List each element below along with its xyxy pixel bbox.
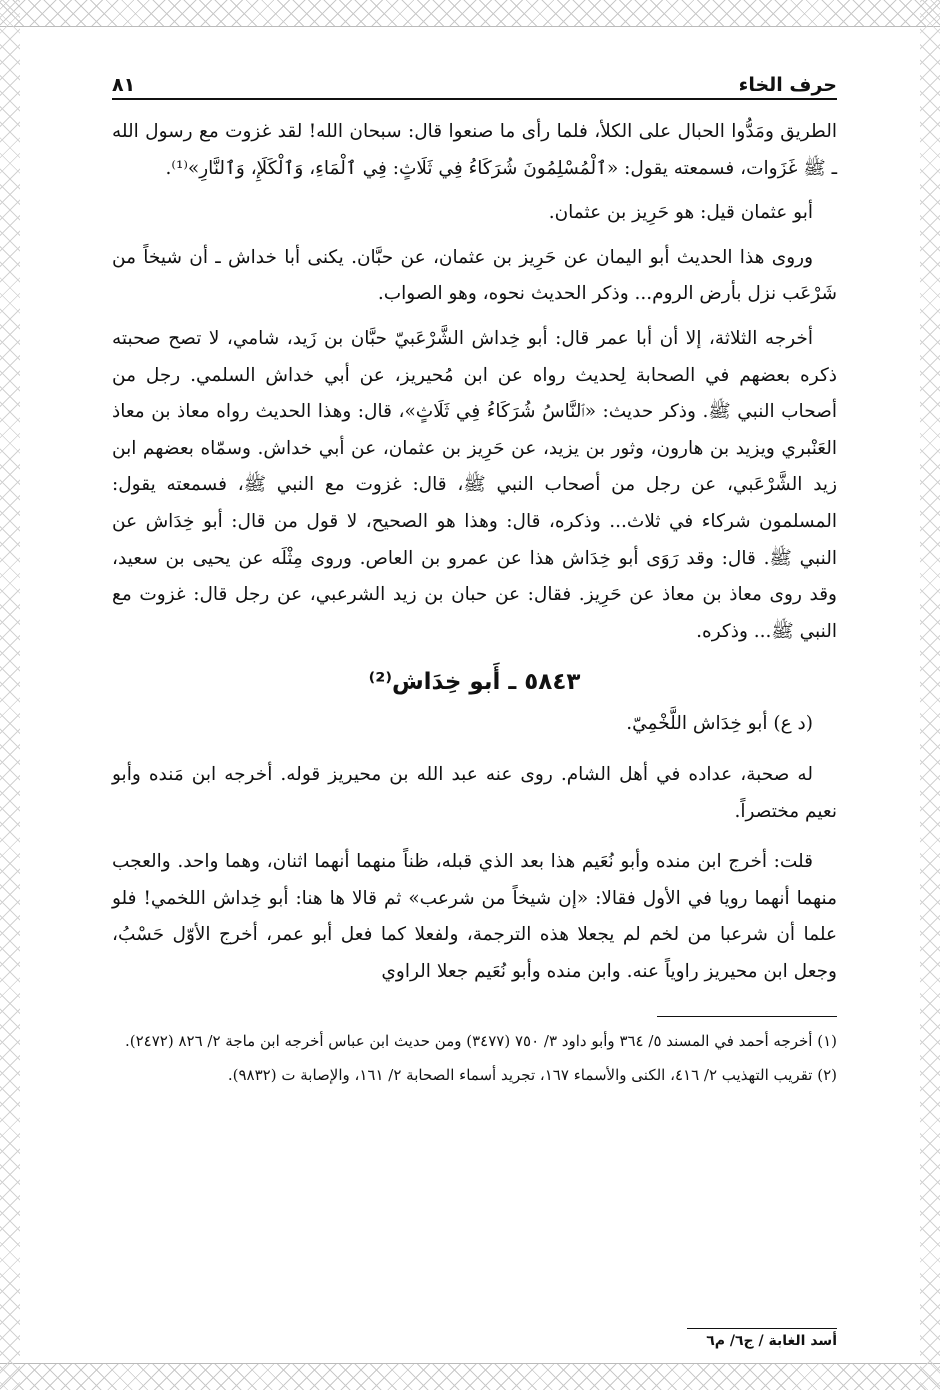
footnote-2: (٢) تقريب التهذيب ٢/ ٤١٦، الكنى والأسماء ١٦٧، تجريد أسماء الصحابة ٢/ ١٦١، والإصابة ت (٩٨٣٢). xyxy=(227,1066,837,1085)
page-header xyxy=(112,66,837,100)
page-number: ٨١ xyxy=(112,74,136,96)
footnote-divider xyxy=(657,1016,837,1017)
footnote-1: (١) أخرجه أحمد في المسند ٥/ ٣٦٤ وأبو داود ٣/ ٧٥٠ (٣٤٧٧) ومن حديث ابن عباس أخرجه ابن ماجة ٢/ ٨٢٦ (٢٤٧٢). xyxy=(124,1032,837,1051)
print-signature: أسد الغابة / ج٦/ م٦ xyxy=(687,1328,837,1349)
page-body xyxy=(112,114,837,990)
running-title: حرف الخاء xyxy=(738,74,837,96)
decorative-border-left xyxy=(0,0,20,1390)
footnotes xyxy=(112,1027,837,1089)
paragraph-narration: وروى هذا الحديث أبو اليمان عن حَرِيز بن عثمان، عن حبَّان. يكنى أبا خداش ـ أن شيخاً من شَرْعَب نزل بأرض الروم... وذكر الحديث نحوه، وهو الصواب. xyxy=(112,246,837,305)
entry-paragraph-commentary: قلت: أخرج ابن منده وأبو نُعَيم هذا بعد الذي قبله، ظناً منهما أنهما اثنان، وهما واحد. والعجب منهما أنهما رويا في الأول فقالا: «إن شيخاً من شرعب» ثم قالا ها هنا: أبو خِداش اللخمي! فلو علما أن شرعبا من لخم لم يجعلا هذه الترجمة، ولفعلا كما فعل أبو عمر، أخرج الأوّل حَسْبُ، وجعل ابن محيريز راوياً عنه. وابن منده وأبو نُعَيم جعلا الراوي xyxy=(112,851,837,982)
book-page xyxy=(112,66,837,1361)
decorative-border-right xyxy=(920,0,940,1390)
entry-paragraph-companion: له صحبة، عداده في أهل الشام. روى عنه عبد الله بن محيريز قوله. أخرجه ابن مَنده وأبو نعيم مختصراً. xyxy=(112,763,837,822)
paragraph-abu-uthman: أبو عثمان قيل: هو حَرِيز بن عثمان. xyxy=(548,202,813,224)
decorative-border-bottom xyxy=(0,1363,940,1390)
entry-designation: (د ع) أبو خِدَاش اللَّخْمِيّ. xyxy=(626,713,813,735)
paragraph-continuation: الطريق ومَدُّوا الحبال على الكلأ، فلما رأى ما صنعوا قال: سبحان الله! لقد غزوت مع رسول الله ـ ﷺ غَزَوات، فسمعته يقول: «ٱلْمُسْلِمُونَ شُرَكَاءُ فِي ثَلَاثٍ: فِي ٱلْمَاءِ، وَٱلْكَلَإِ، وَٱلنَّارِ»⁽¹⁾. xyxy=(112,121,837,179)
entry-heading: ٥٨٤٣ ـ أَبو خِدَاش⁽²⁾ xyxy=(368,669,581,696)
decorative-border-top xyxy=(0,0,940,27)
paragraph-takhrij: أخرجه الثلاثة، إلا أن أبا عمر قال: أبو خِداش الشَّرْعَبيّ حبَّان بن زَيد، شامي، لا تصح صحبته ذكره بعضهم في الصحابة لِحديث رواه عن ابن مُحيريز، عن أبي خداش السلمي. رجل من أصحاب النبي ﷺ. وذكر حديث: «ٱلنَّاسُ شُرَكَاءُ فِي ثَلَاثٍ»، قال: وهذا الحديث رواه معاذ بن معاذ العَنْبري ويزيد بن هارون، وثور بن يزيد، عن حَرِيز بن عثمان، عن أبي خداش. وسمّاه بعضهم ابن زيد الشَّرْعَبي، عن رجل من أصحاب النبي ﷺ، قال: غزوت مع النبي ﷺ، فسمعته يقول: المسلمون شركاء في ثلاث... وذكره، قال: وهذا هو الصحيح، لا قول من قال: أبو خِدَاش عن النبي ﷺ. قال: وقد رَوَى أبو خِدَاش هذا عن عمرو بن العاص. وروى مِثْلَه عن يحيى بن سعيد، وقد روى معاذ بن معاذ عن حَرِيز. فقال: عن حبان بن زيد الشرعبي، عن رجل قال: غزوت مع النبي ﷺ... وذكره. xyxy=(112,327,837,642)
